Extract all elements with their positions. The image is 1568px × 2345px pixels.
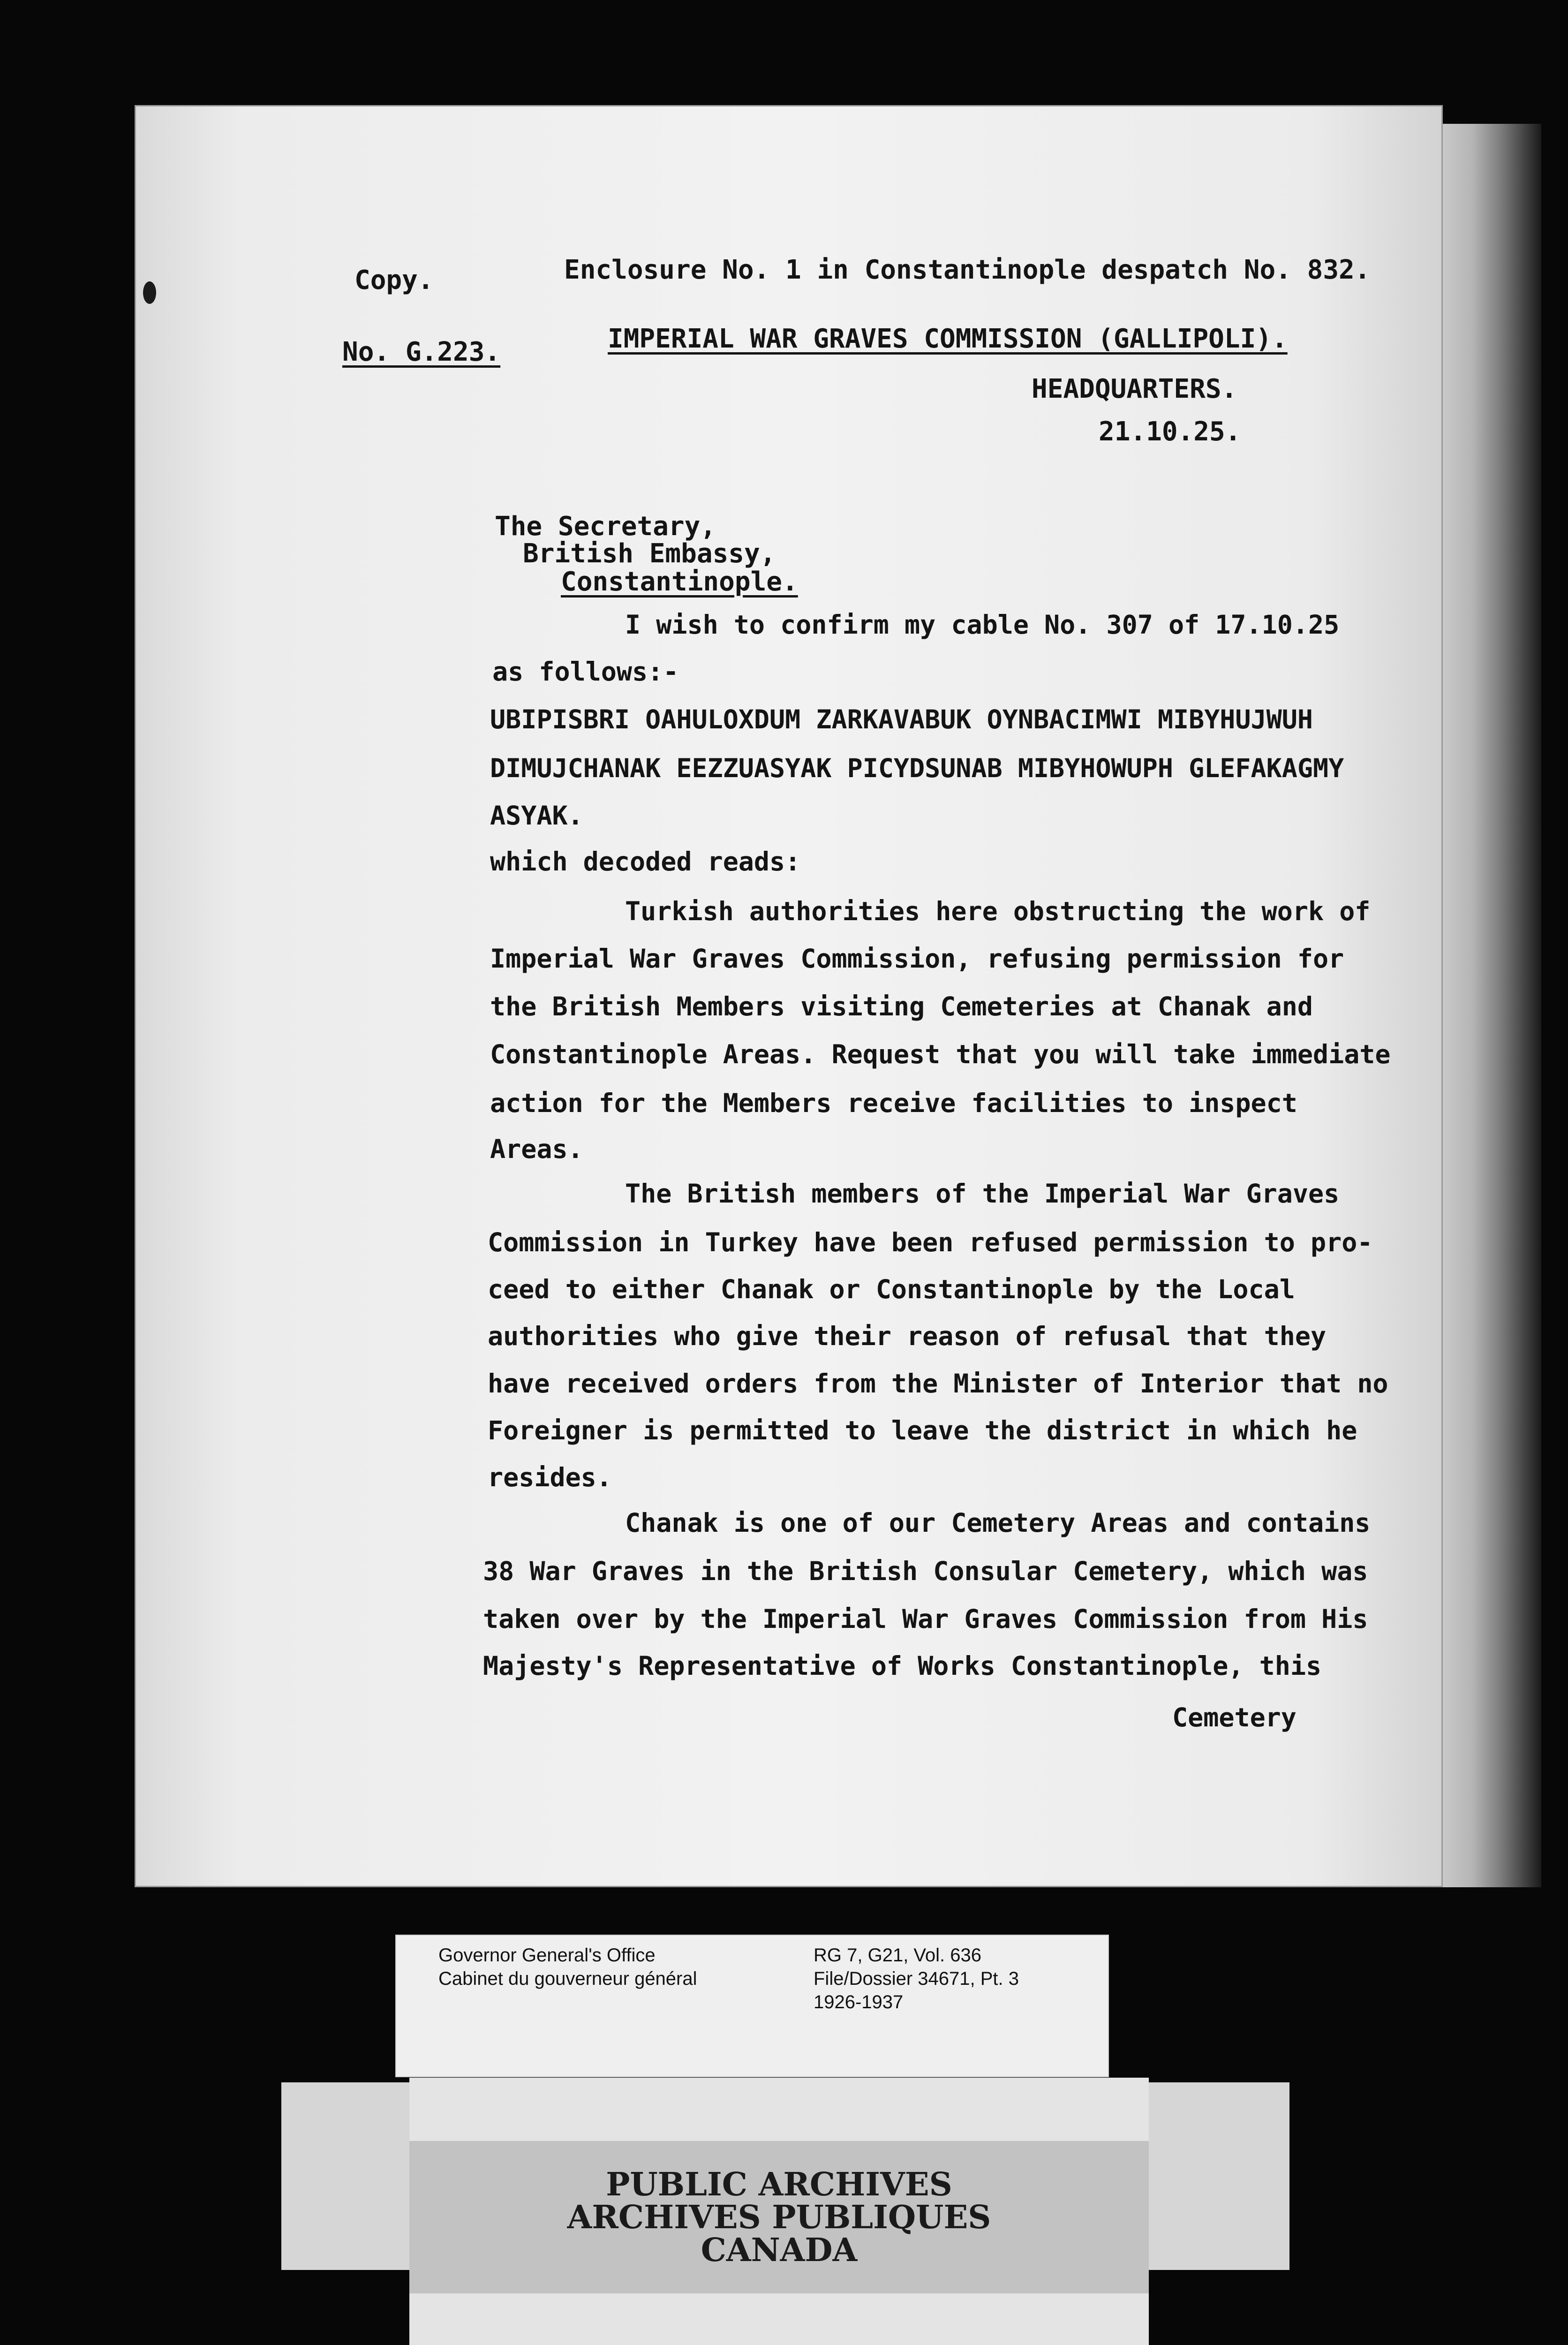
body-line: Chanak is one of our Cemetery Areas and contains [625, 1508, 1371, 1538]
archive-file: File/Dossier 34671, Pt. 3 [814, 1968, 1019, 1989]
archive-years: 1926-1937 [814, 1992, 904, 2012]
body-line: ASYAK. [490, 801, 583, 831]
body-line: DIMUJCHANAK EEZZUASYAK PICYDSUNAB MIBYHOWUPH GLEFAKAGMY [490, 753, 1344, 783]
stamp-line-public-archives: PUBLIC ARCHIVES [606, 2166, 952, 2203]
body-line: The British members of the Imperial War Graves [625, 1179, 1340, 1209]
address-line: The Secretary, [495, 511, 716, 542]
body-line: Imperial War Graves Commission, refusing permission for [490, 944, 1344, 974]
office-french: Cabinet du gouverneur général [438, 1968, 697, 1989]
archive-reference: RG 7, G21, Vol. 636 [814, 1945, 981, 1966]
stamp-line-canada: CANADA [701, 2232, 858, 2269]
punch-hole [143, 281, 156, 304]
body-line: 38 War Graves in the British Consular Cemetery, which was [483, 1556, 1368, 1586]
copy-mark: Copy. [354, 265, 434, 295]
stamp-line-archives-publiques: ARCHIVES PUBLIQUES [567, 2199, 991, 2236]
body-line: action for the Members receive facilities to inspect [490, 1088, 1297, 1118]
body-line: Constantinople Areas. Request that you will take immediate [490, 1039, 1391, 1069]
body-line: UBIPISBRI OAHULOXDUM ZARKAVABUK OYNBACIMWI MIBYHUJWUH [490, 704, 1313, 734]
location-line: HEADQUARTERS. [1032, 374, 1237, 404]
reference-number: No. G.223. [342, 337, 501, 367]
body-line: I wish to confirm my cable No. 307 of 17.10.25 [625, 610, 1340, 640]
body-line: authorities who give their reason of refusal that they [488, 1321, 1327, 1351]
body-line: as follows:- [492, 657, 679, 687]
address-line: British Embassy, [523, 538, 776, 569]
office-english: Governor General's Office [438, 1945, 656, 1966]
body-line: have received orders from the Minister of Interior that no [488, 1369, 1388, 1399]
body-line: ceed to either Chanak or Constantinople by the Local [488, 1274, 1295, 1304]
page-edge-shadow [1443, 124, 1541, 1887]
body-line: resides. [488, 1462, 612, 1492]
archive-label [395, 1935, 1109, 2077]
body-line: Areas. [490, 1134, 583, 1164]
body-line: Turkish authorities here obstructing the work of [625, 896, 1371, 926]
body-line: which decoded reads: [490, 847, 801, 877]
letter-date: 21.10.25. [1099, 416, 1241, 447]
address-line: Constantinople. [561, 567, 798, 597]
body-line: taken over by the Imperial War Graves Commission from His [483, 1604, 1368, 1634]
body-line: Majesty's Representative of Works Constantinople, this [483, 1651, 1322, 1681]
enclosure-line: Enclosure No. 1 in Constantinople despatch No. 832. [564, 255, 1371, 285]
body-line: the British Members visiting Cemeteries at Chanak and [490, 991, 1313, 1021]
body-line: Foreigner is permitted to leave the district in which he [488, 1415, 1357, 1445]
organization-title: IMPERIAL WAR GRAVES COMMISSION (GALLIPOLI). [608, 324, 1288, 354]
body-line: Commission in Turkey have been refused permission to pro- [488, 1227, 1373, 1257]
catchword: Cemetery [1172, 1702, 1297, 1732]
